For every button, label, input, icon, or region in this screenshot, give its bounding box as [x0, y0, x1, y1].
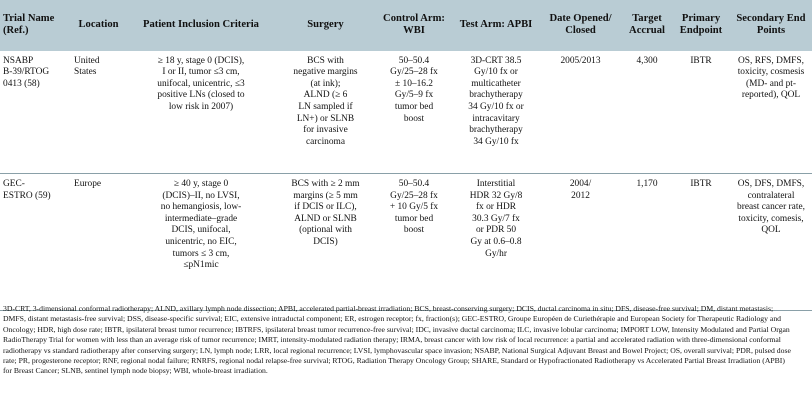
header-target-accrual: Target Accrual: [622, 0, 672, 51]
header-surgery: Surgery: [276, 0, 375, 51]
cell-surgery: BCS with negative margins (at ink); ALND (≥ 6 LN sampled if LN+) or SLNB for invasive carcinoma: [276, 51, 375, 174]
header-dates: Date Opened/ Closed: [539, 0, 622, 51]
cell-trial: GEC- ESTRO (59): [0, 174, 71, 311]
cell-primary-endpoint: IBTR: [672, 174, 730, 311]
cell-control-arm: 50–50.4 Gy/25–28 fx ± 10–16.2 Gy/5–9 fx tumor bed boost: [375, 51, 453, 174]
cell-criteria: ≥ 18 y, stage 0 (DCIS), I or II, tumor ≤3 cm, unifocal, unicentric, ≤3 positive LNs (closed to low risk in 2007): [126, 51, 276, 174]
header-secondary-endpoints: Secondary End Points: [730, 0, 812, 51]
cell-location: United States: [71, 51, 126, 174]
cell-location: Europe: [71, 174, 126, 311]
cell-control-arm: 50–50.4 Gy/25–28 fx + 10 Gy/5 fx tumor bed boost: [375, 174, 453, 311]
header-control-arm: Control Arm: WBI: [375, 0, 453, 51]
cell-surgery: BCS with ≥ 2 mm margins (≥ 5 mm if DCIS or ILC), ALND or SLNB (optional with DCIS): [276, 174, 375, 311]
header-inclusion-criteria: Patient Inclusion Criteria: [126, 0, 276, 51]
cell-secondary-endpoints: OS, RFS, DMFS, toxicity, cosmesis (MD- and pt- reported), QOL: [730, 51, 812, 174]
cell-dates: 2005/2013: [539, 51, 622, 174]
cell-accrual: 1,170: [622, 174, 672, 311]
cell-criteria: ≥ 40 y, stage 0 (DCIS)–II, no LVSI, no hemangiosis, low- intermediate–grade DCIS, unifocal, unicentric, no EIC, tumors ≤ 3 cm, ≤pN1mic: [126, 174, 276, 311]
table-row: [0, 51, 812, 174]
table-header-row: [0, 0, 812, 51]
abbreviations-footnote: [3, 304, 793, 377]
cell-test-arm: Interstitial HDR 32 Gy/8 fx or HDR 30.3 Gy/7 fx or PDR 50 Gy at 0.6–0.8 Gy/hr: [453, 174, 539, 311]
footnote-text: 3D-CRT, 3-dimensional conformal radiotherapy; ALND, axillary lymph node dissection; APBI, accelerated partial-breast irradiation; BCS, breast-conserving surgery; DCIS, ductal carcinoma in situ; DFS, disease-free survival; DM, distant metastasis; DMFS, distant metastasis-free survival; DSS, disease-specific survival; EIC, extensive intraductal component; ER, estrogen receptor; fx, fraction(s); GEC-ESTRO, Groupe Européen de Curiethérapie and European Society for Therapeutic Radiology and Oncology; HDR, high dose rate; IBTR, ipsilateral breast tumor recurrence; IBTRFS, ipsilateral breast tumor recurrence-free survival; IDC, invasive ductal carcinoma; ILC, invasive lobular carcinoma; IMPORT LOW, Intensity Modulated and Partial Organ RadioTherapy Trial for women with less than an average risk of tumor recurrence; IMRT, intensity-modulated radiation therapy; IRMA, breast cancer with low risk of local recurrence: a partial and accelerated radiation with three-dimensional conformal radiotherapy vs standard radiotherapy after conserving surgery; LN, lymph node; LRR, local regional recurrence; LVSI, lymphovascular space invasion; NSABP, National Surgical Adjuvant Breast and Bowel Project; OS, overall survival; PDR, pulsed dose rate; PR, progesterone receptor; RNF, regional nodal failure; RNRFS, regional nodal relapse-free survival; RTOG, Radiation Therapy Oncology Group; SHARE, Standard or Hypofractionated Radiotherapy vs Accelerated Partial Breast Irradiation (APBI) for Breast Cancer; SLNB, sentinel lymph node biopsy; WBI, whole-breast irradiation.: [3, 304, 791, 376]
cell-primary-endpoint: IBTR: [672, 51, 730, 174]
cell-trial: NSABP B-39/RTOG 0413 (58): [0, 51, 71, 174]
cell-dates: 2004/ 2012: [539, 174, 622, 311]
cell-accrual: 4,300: [622, 51, 672, 174]
table-row: [0, 174, 812, 311]
cell-test-arm: 3D-CRT 38.5 Gy/10 fx or multicatheter brachytherapy 34 Gy/10 fx or intracavitary brachytherapy 34 Gy/10 fx: [453, 51, 539, 174]
header-test-arm: Test Arm: APBI: [453, 0, 539, 51]
header-location: Location: [71, 0, 126, 51]
header-trial-name: Trial Name (Ref.): [0, 0, 71, 51]
header-primary-endpoint: Primary Endpoint: [672, 0, 730, 51]
cell-secondary-endpoints: OS, DFS, DMFS, contralateral breast cancer rate, toxicity, comesis, QOL: [730, 174, 812, 311]
